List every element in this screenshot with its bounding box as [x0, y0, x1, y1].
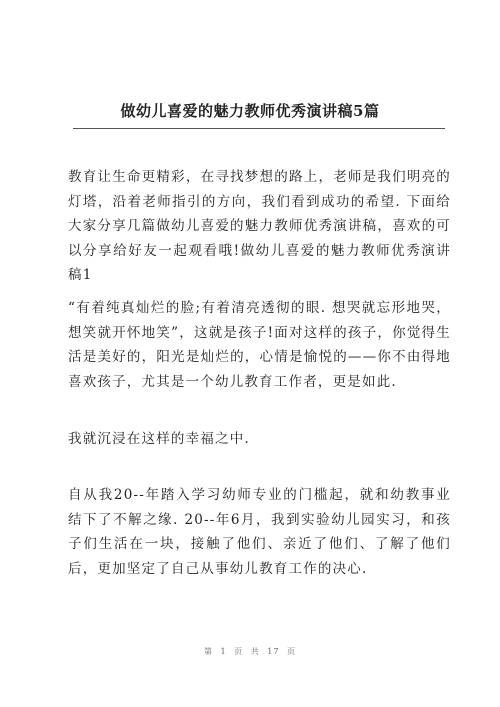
page-number-footer: 第 1 页 共 17 页 — [204, 647, 296, 656]
paragraph-quote: “有着纯真灿烂的脸;有着清亮透彻的眼. 想哭就忘形地哭，想笑就开怀地笑”，这就是孩子!面对这样的孩子，你觉得生活是美好的，阳光是灿烂的，心情是愉悦的——你不由得地喜欢孩子，尤其是一个幼儿教育工作者，更是如此. — [68, 300, 451, 390]
paragraph-happiness: 我就沉浸在这样的幸福之中. — [68, 431, 250, 447]
paragraph-career: 自从我20--年踏入学习幼师专业的门槛起，就和幼教事业结下了不解之缘. 20--年6月，我到实验幼儿园实习，和孩子们生活在一块，接触了他们、亲近了他们、了解了他们后，更加坚定了自己从事幼儿教育工作的决心. — [68, 487, 451, 577]
paragraph-intro: 教育让生命更精彩，在寻找梦想的路上，老师是我们明亮的灯塔，沿着老师指引的方向，我们看到成功的希望. 下面给大家分享几篇做幼儿喜爱的魅力教师优秀演讲稿，喜欢的可以分享给好友一起观看哦!做幼儿喜爱的魅力教师优秀演讲稿1 — [68, 169, 451, 283]
title-divider — [73, 128, 445, 129]
document-title: 做幼儿喜爱的魅力教师优秀演讲稿5篇 — [120, 102, 380, 120]
